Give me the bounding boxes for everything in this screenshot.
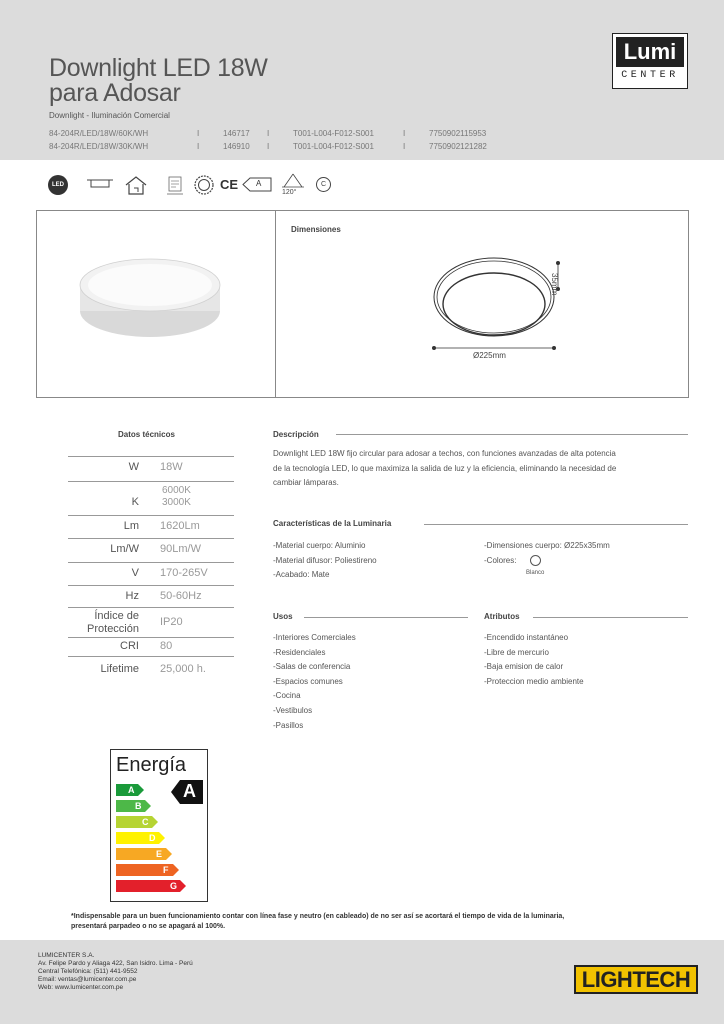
energy-label [110,749,208,902]
spec-key: K [131,496,139,508]
energy-bar-g [116,880,186,892]
list-item: -Vestibulos [273,705,313,715]
spec-rule [68,481,234,482]
ce-mark-icon: CE [220,177,239,192]
list-item: -Acabado: Mate [273,570,330,580]
separator: I [197,142,200,151]
spec-value: IP20 [160,616,183,628]
lightech-logo: LIGHTECH [574,965,698,994]
spec-rule [68,538,234,539]
barcode-number: 7750902115953 [429,129,487,138]
color-name: Blanco [526,570,545,576]
sku-code: 146910 [223,142,250,151]
energy-bar-e [116,848,172,860]
energy-class-label: A [256,179,262,188]
installation-note [71,912,691,932]
section-rule [336,434,688,435]
spec-row-lmw [68,543,234,563]
energy-bar-shape [116,864,179,876]
usos-title: Usos [273,612,293,621]
list-item: -Pasillos [273,720,304,730]
title-line-2: para Adosar [49,79,181,107]
separator: I [197,129,200,138]
diameter-label: Ø225mm [473,351,506,360]
spec-row-cri [68,640,234,656]
spec-rule [68,515,234,516]
spec-value: 90Lm/W [160,543,201,555]
model-code: 84-204R/LED/18W/60K/WH [49,129,149,138]
list-item: -Material difusor: Poliestireno [273,555,377,565]
energy-title: Energía [116,754,187,776]
energy-bar-label: C [142,817,149,827]
address-line: Web: www.lumicenter.com.pe [38,984,124,991]
energy-class-triangle-icon [242,177,272,192]
spec-row-k [68,484,234,514]
spec-key: CRI [120,640,139,652]
spec-rule [68,456,234,457]
address-line: Email: ventas@lumicenter.com.pe [38,976,137,983]
address-line: Central Telefónica: (511) 441-9552 [38,968,138,975]
height-label: 35mm [550,273,559,296]
spec-value: 18W [160,461,183,473]
energy-bar-d [116,832,165,844]
energy-rating: A [183,781,196,801]
atributos-list [484,631,684,689]
spec-key: Hz [125,590,139,602]
certification-seal-icon [193,174,215,196]
spec-row-ip [68,610,234,638]
spec-key: Lifetime [100,663,139,675]
energy-bar-a [116,784,144,796]
separator: I [267,129,270,138]
descripcion-line: cambiar lámparas. [273,478,339,487]
beam-angle-icon [278,173,308,201]
separator: I [403,129,406,138]
descripcion-text [273,447,693,491]
indoor-house-icon [124,174,148,196]
c-symbol-icon: C [316,177,331,192]
descripcion-title: Descripción [273,430,319,439]
list-item: -Espacios comunes [273,676,343,686]
datos-tecnicos-title: Datos técnicos [118,430,175,439]
spec-key: V [131,567,139,579]
product-subtitle: Downlight - Iluminación Comercial [49,111,170,120]
header-band [0,0,724,160]
list-item: -Encendido instantáneo [484,633,569,642]
spec-rule [68,562,234,563]
separator: I [403,142,406,151]
spec-value: 6000K [162,485,191,496]
spec-key: W [128,461,139,473]
beam-cone-shape [278,173,308,189]
spec-row-w [68,461,234,481]
address-line: Av. Felipe Pardo y Aliaga 422, San Isidro. Lima - Perú [38,960,193,967]
list-item: -Cocina [273,691,301,701]
spec-row-v [68,567,234,587]
energy-rating-arrow [171,780,203,804]
color-swatch [530,555,541,566]
code-row [49,140,509,153]
dimension-drawing [417,241,607,371]
energy-bar-f [116,864,179,876]
list-item: -Baja emision de calor [484,662,564,672]
energy-bar-shape [116,848,172,860]
spec-value: 1620Lm [160,520,200,532]
spec-value: 25,000 h. [160,663,206,675]
separator: I [267,142,270,151]
spec-rule [68,585,234,586]
logo-lumi: Lumi [616,37,684,67]
atributos-title: Atributos [484,612,520,621]
spec-value: 50-60Hz [160,590,202,602]
spec-key: Lm/W [110,543,139,555]
section-rule [424,524,688,525]
section-rule [304,617,468,618]
energy-bar-b [116,800,151,812]
code-row [49,127,509,140]
usos-list [273,631,473,733]
caracteristicas-right [484,539,684,568]
caracteristicas-left [273,539,473,583]
product-title [49,56,268,106]
energy-bar-c [116,816,158,828]
list-item: -Proteccion medio ambiente [484,676,584,686]
list-item: -Interiores Comerciales [273,633,356,642]
caracteristicas-title: Características de la Luminaria [273,519,392,528]
ref-code: T001-L004-F012-S001 [293,129,374,138]
spec-key: Lm [123,520,139,532]
company-address [38,952,193,992]
note-line: presentará parpadeo o no se apagará al 100%. [71,923,226,930]
address-line: LUMICENTER S.A. [38,952,95,959]
spec-rule [68,637,234,638]
spec-rule [68,656,234,657]
energy-bar-shape [116,816,158,828]
model-code: 84-204R/LED/18W/30K/WH [49,142,149,151]
descripcion-line: Downlight LED 18W fijo circular para adosar a techos, con funciones avanzadas de alta potencia [273,449,616,458]
spec-key: Índice de [94,610,139,622]
sku-code: 146717 [223,129,250,138]
list-item: -Material cuerpo: Aluminio [273,541,366,550]
driver-icon [165,175,185,197]
energy-bar-label: E [156,849,163,859]
note-line: *Indispensable para un buen funcionamiento contar con línea fase y neutro (en cableado) de no ser así se acortará el tiempo de vida de la luminaria, [71,913,565,920]
panel-divider [275,211,276,397]
list-item: -Colores: [484,555,517,565]
section-rule [533,617,688,618]
dimensions-label: Dimensiones [291,225,341,234]
spec-value: 80 [160,640,173,652]
list-item: -Salas de conferencia [273,662,351,672]
spec-key: Protección [87,623,139,635]
footer-band [0,940,724,1024]
spec-rule [68,607,234,608]
energy-bar-shape [116,832,165,844]
descripcion-line: de la tecnología LED, lo que maximiza la salida de luz y la eficiencia, eliminando la necesidad de [273,463,617,473]
energy-bar-label: G [170,881,178,891]
list-item: -Dimensiones cuerpo: Ø225x35mm [484,541,610,550]
energy-bar-label: D [149,833,156,843]
logo-center: CENTER [621,70,679,81]
barcode-number: 7750902121282 [429,142,487,151]
spec-value: 170-265V [160,567,208,579]
product-image-panel [36,210,689,398]
product-codes [49,127,509,153]
energy-bar-label: A [128,785,135,795]
lumicenter-logo [612,33,688,89]
feature-icons [48,173,348,203]
ref-code: T001-L004-F012-S001 [293,142,374,151]
spec-row-lm [68,520,234,540]
beam-angle-value: 120° [282,189,297,196]
surface-mount-icon [86,177,114,193]
product-photo [75,253,225,343]
title-line-1: Downlight LED 18W [49,54,268,82]
spec-value: 3000K [162,497,191,508]
list-item: -Libre de mercurio [484,647,549,657]
list-item: -Residenciales [273,647,326,657]
spec-row-lifetime [68,663,234,683]
energy-bar-label: F [163,865,169,875]
energy-bar-label: B [135,801,142,811]
led-icon: LED [48,175,68,195]
energy-bar-shape [116,800,151,812]
